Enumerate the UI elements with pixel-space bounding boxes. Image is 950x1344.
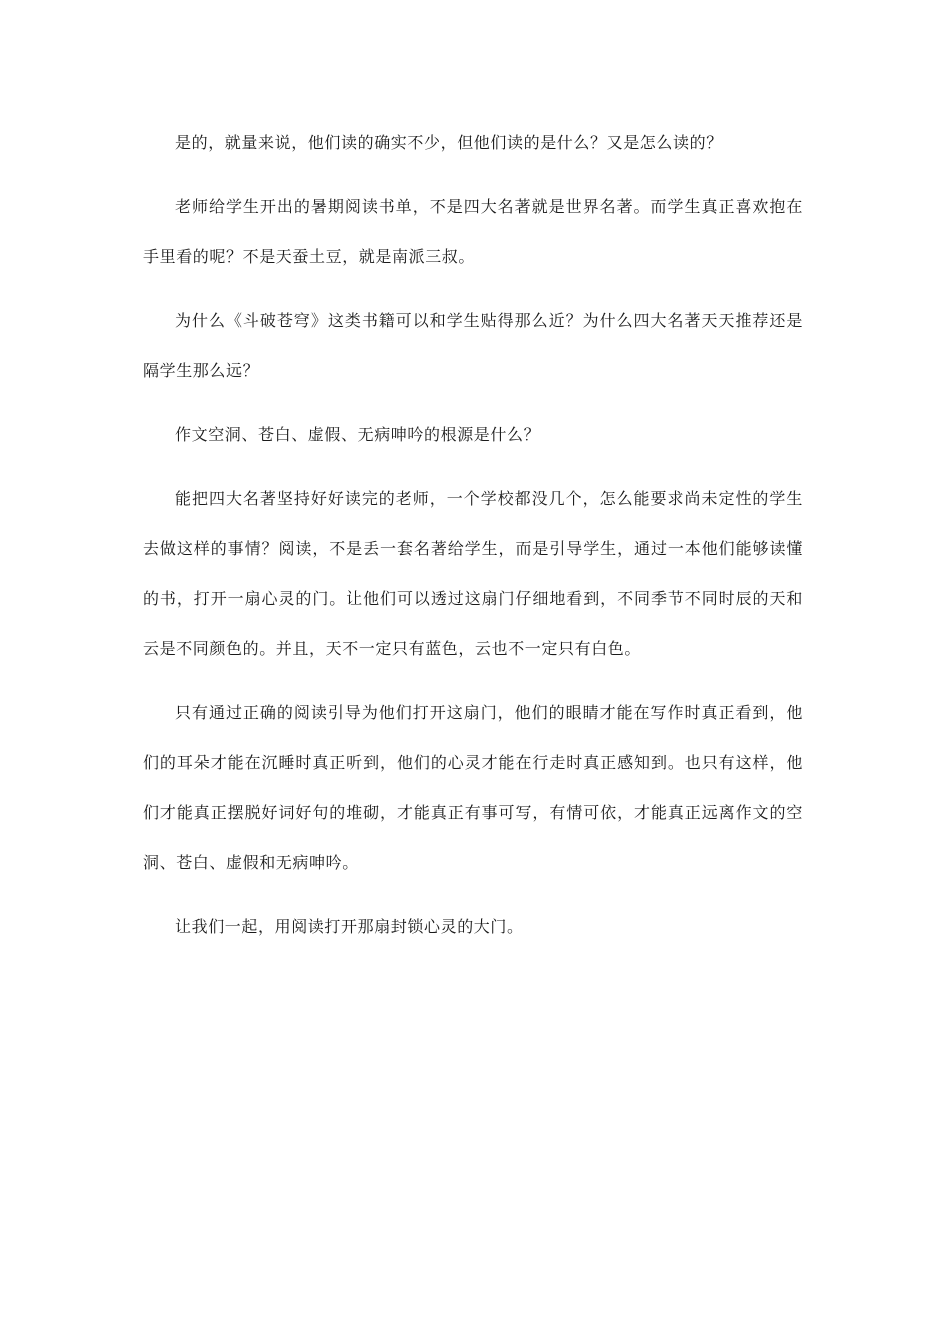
paragraph-4: 作文空洞、苍白、虚假、无病呻吟的根源是什么？: [175, 425, 541, 444]
paragraph-3: 为什么《斗破苍穹》这类书籍可以和学生贴得那么近？为什么四大名著天天推荐还是隔学生那么远？: [143, 311, 803, 380]
paragraph-6: 只有通过正确的阅读引导为他们打开这扇门，他们的眼睛才能在写作时真正看到，他们的耳朵才能在沉睡时真正听到，他们的心灵才能在行走时真正感知到。也只有这样，他们才能真正摆脱好词好句的堆砌，才能真正有事可写，有情可依，才能真正远离作文的空洞、苍白、虚假和无病呻吟。: [143, 703, 803, 872]
document-body: [143, 118, 803, 966]
paragraph-1: 是的，就量来说，他们读的确实不少，但他们读的是什么？又是怎么读的？: [175, 133, 723, 152]
paragraph-5: 能把四大名著坚持好好读完的老师，一个学校都没几个，怎么能要求尚未定性的学生去做这样的事情？阅读，不是丢一套名著给学生，而是引导学生，通过一本他们能够读懂的书，打开一扇心灵的门。让他们可以透过这扇门仔细地看到，不同季节不同时辰的天和云是不同颜色的。并且，天不一定只有蓝色，云也不一定只有白色。: [143, 489, 803, 658]
paragraph-7: 让我们一起，用阅读打开那扇封锁心灵的大门。: [175, 917, 524, 936]
paragraph-2: 老师给学生开出的暑期阅读书单，不是四大名著就是世界名著。而学生真正喜欢抱在手里看的呢？不是天蚕土豆，就是南派三叔。: [143, 197, 803, 266]
